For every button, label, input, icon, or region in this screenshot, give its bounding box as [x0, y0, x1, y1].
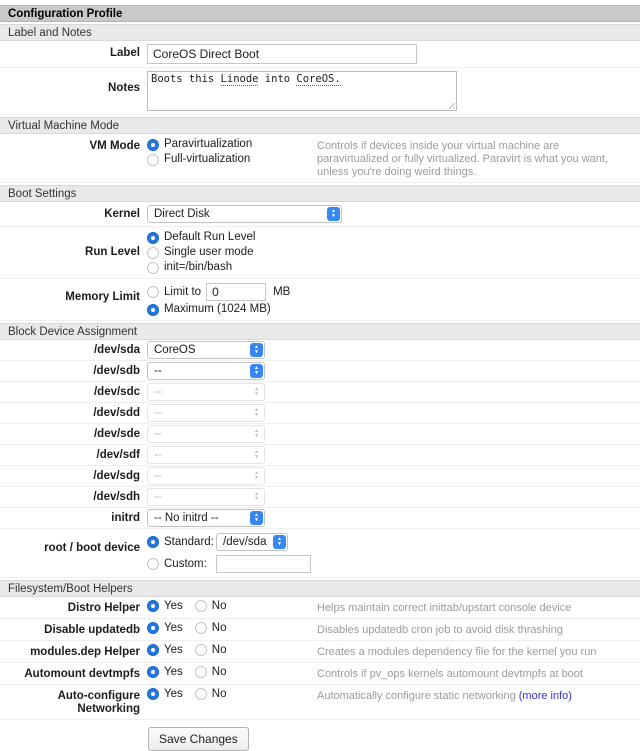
run-level-single-user-label: Single user mode	[164, 246, 254, 258]
memory-maximum-label: Maximum (1024 MB)	[164, 303, 271, 315]
run-level-label: Run Level	[85, 246, 140, 258]
memory-limit-input[interactable]	[206, 283, 266, 301]
auto-configure-networking-help-text	[317, 688, 640, 703]
root-standard-label: Standard:	[164, 535, 214, 548]
root-standard-select[interactable]	[216, 533, 288, 551]
device-sdc-select-value: --	[154, 386, 162, 398]
device-sda-select-value: CoreOS	[154, 344, 196, 356]
device-sdg-select	[147, 467, 265, 485]
helper-row-networking	[0, 685, 640, 720]
auto-configure-networking-no-radio[interactable]	[195, 688, 207, 700]
section-label-and-notes: Label and Notes	[0, 24, 640, 41]
device-sde-select-value: --	[154, 428, 162, 440]
page-title: Configuration Profile	[0, 5, 640, 22]
configuration-profile-page	[0, 5, 640, 751]
auto-configure-networking-yes-radio[interactable]	[147, 688, 159, 700]
select-stepper-icon	[250, 406, 263, 420]
root-standard-radio[interactable]	[147, 536, 159, 548]
select-stepper-icon	[273, 535, 286, 549]
run-level-init-binbash-label: init=/bin/bash	[164, 261, 233, 273]
resize-grip-icon[interactable]	[446, 100, 455, 109]
no-label: No	[211, 600, 227, 612]
kernel-select[interactable]	[147, 205, 342, 223]
disable-updatedb-yes-radio[interactable]	[147, 622, 159, 634]
device-row-sdd	[0, 403, 640, 424]
modules-dep-yes-radio[interactable]	[147, 644, 159, 656]
yes-label: Yes	[164, 600, 183, 612]
no-label: No	[211, 622, 227, 634]
memory-limit-row	[0, 279, 640, 321]
select-stepper-icon	[250, 385, 263, 399]
label-input[interactable]	[147, 44, 417, 64]
select-stepper-icon	[250, 511, 263, 525]
no-label: No	[211, 644, 227, 656]
root-custom-radio[interactable]	[147, 558, 159, 570]
automount-devtmpfs-yes-radio[interactable]	[147, 666, 159, 678]
no-label: No	[211, 688, 227, 700]
disable-updatedb-no-radio[interactable]	[195, 622, 207, 634]
helper-row-distro	[0, 597, 640, 619]
device-sdd-label: /dev/sdd	[93, 407, 140, 419]
section-virtual-machine-mode: Virtual Machine Mode	[0, 117, 640, 134]
helper-row-modules-dep	[0, 641, 640, 663]
select-stepper-icon	[250, 448, 263, 462]
root-custom-label: Custom:	[164, 557, 207, 570]
auto-configure-networking-label: Auto-configure Networking	[57, 690, 140, 715]
device-row-sda	[0, 340, 640, 361]
device-sdd-select-value: --	[154, 407, 162, 419]
distro-helper-yes-radio[interactable]	[147, 600, 159, 612]
device-sdc-label: /dev/sdc	[93, 386, 140, 398]
run-level-row	[0, 227, 640, 279]
device-sdb-label: /dev/sdb	[93, 365, 140, 377]
disable-updatedb-help-text: Disables updatedb cron job to avoid disk thrashing	[317, 624, 563, 636]
device-sda-label: /dev/sda	[93, 344, 140, 356]
vm-mode-paravirtualization-radio[interactable]	[147, 139, 159, 151]
device-row-sdh	[0, 487, 640, 508]
device-sdg-label: /dev/sdg	[93, 470, 140, 482]
notes-textarea[interactable]	[147, 71, 457, 111]
run-level-default-radio[interactable]	[147, 232, 159, 244]
modules-dep-no-radio[interactable]	[195, 644, 207, 656]
device-sda-select[interactable]	[147, 341, 265, 359]
notes-text: into	[258, 73, 297, 85]
initrd-row	[0, 508, 640, 529]
helper-row-devtmpfs	[0, 663, 640, 685]
notes-text-misspelled: CoreOS.	[296, 73, 341, 85]
vm-mode-paravirtualization-label: Paravirtualization	[164, 138, 253, 150]
vm-mode-label: VM Mode	[89, 140, 140, 152]
no-label: No	[211, 666, 227, 678]
automount-devtmpfs-help-text: Controls if pv_ops kernels automount devtmpfs at boot	[317, 668, 583, 680]
device-sde-select	[147, 425, 265, 443]
device-sdf-select-value: --	[154, 449, 162, 461]
modules-dep-help-text: Creates a modules dependency file for the kernel you run	[317, 646, 597, 658]
memory-maximum-radio[interactable]	[147, 304, 159, 316]
more-info-link[interactable]: (more info)	[518, 690, 572, 702]
helper-row-updatedb	[0, 619, 640, 641]
label-field-label: Label	[109, 47, 140, 59]
notes-field-label: Notes	[108, 82, 140, 94]
vm-mode-full-virtualization-radio[interactable]	[147, 154, 159, 166]
device-sdb-select[interactable]	[147, 362, 265, 380]
device-row-sdc	[0, 382, 640, 403]
yes-label: Yes	[164, 622, 183, 634]
initrd-label: initrd	[111, 512, 140, 524]
device-row-sdb	[0, 361, 640, 382]
run-level-init-binbash-radio[interactable]	[147, 262, 159, 274]
root-custom-input[interactable]	[216, 555, 311, 573]
device-sdh-label: /dev/sdh	[93, 491, 140, 503]
kernel-label: Kernel	[104, 208, 140, 220]
save-changes-button[interactable]: Save Changes	[148, 727, 249, 751]
device-sdf-select	[147, 446, 265, 464]
device-row-sdf	[0, 445, 640, 466]
select-stepper-icon	[250, 427, 263, 441]
save-row	[0, 720, 640, 751]
yes-label: Yes	[164, 666, 183, 678]
run-level-default-label: Default Run Level	[164, 231, 256, 243]
initrd-select[interactable]	[147, 509, 265, 527]
section-block-device-assignment: Block Device Assignment	[0, 323, 640, 340]
kernel-select-value: Direct Disk	[154, 208, 210, 220]
kernel-row	[0, 202, 640, 227]
device-sdd-select	[147, 404, 265, 422]
device-sde-label: /dev/sde	[93, 428, 140, 440]
section-filesystem-boot-helpers: Filesystem/Boot Helpers	[0, 580, 640, 597]
automount-devtmpfs-no-radio[interactable]	[195, 666, 207, 678]
automount-devtmpfs-label: Automount devtmpfs	[24, 668, 140, 680]
run-level-single-user-radio[interactable]	[147, 247, 159, 259]
modules-dep-helper-label: modules.dep Helper	[30, 646, 140, 658]
device-sdh-select-value: --	[154, 491, 162, 503]
notes-row	[0, 68, 640, 115]
distro-helper-no-radio[interactable]	[195, 600, 207, 612]
notes-text-misspelled: Linode	[220, 73, 259, 85]
device-sdf-label: /dev/sdf	[96, 449, 140, 461]
distro-helper-label: Distro Helper	[67, 602, 140, 614]
select-stepper-icon	[250, 469, 263, 483]
memory-limit-label: Memory Limit	[65, 291, 140, 303]
section-boot-settings: Boot Settings	[0, 185, 640, 202]
root-boot-device-row	[0, 529, 640, 578]
root-standard-select-value: /dev/sda	[223, 535, 267, 548]
memory-limit-unit-label: MB	[273, 285, 291, 298]
vm-mode-help-text: Controls if devices inside your virtual machine are paravirtualized or fully virtualized. Paravirt is what you want, unless you're doing weird things.	[317, 140, 609, 178]
device-row-sde	[0, 424, 640, 445]
select-stepper-icon	[250, 364, 263, 378]
select-stepper-icon	[327, 207, 340, 221]
device-sdh-select	[147, 488, 265, 506]
disable-updatedb-label: Disable updatedb	[44, 624, 140, 636]
select-stepper-icon	[250, 343, 263, 357]
device-sdg-select-value: --	[154, 470, 162, 482]
notes-text: Boots this	[151, 73, 221, 85]
auto-configure-networking-help-prefix: Automatically configure static networking	[317, 690, 519, 702]
select-stepper-icon	[250, 490, 263, 504]
device-sdc-select	[147, 383, 265, 401]
label-row	[0, 41, 640, 68]
initrd-select-value: -- No initrd --	[154, 512, 219, 524]
vm-mode-row	[0, 134, 640, 183]
distro-helper-help-text: Helps maintain correct inittab/upstart console device	[317, 602, 572, 614]
vm-mode-full-virtualization-label: Full-virtualization	[164, 153, 251, 165]
root-boot-device-label: root / boot device	[44, 542, 140, 554]
yes-label: Yes	[164, 644, 183, 656]
memory-limit-to-radio[interactable]	[147, 286, 159, 298]
device-row-sdg	[0, 466, 640, 487]
memory-limit-to-label: Limit to	[164, 285, 202, 298]
device-sdb-select-value: --	[154, 365, 162, 377]
yes-label: Yes	[164, 688, 183, 700]
